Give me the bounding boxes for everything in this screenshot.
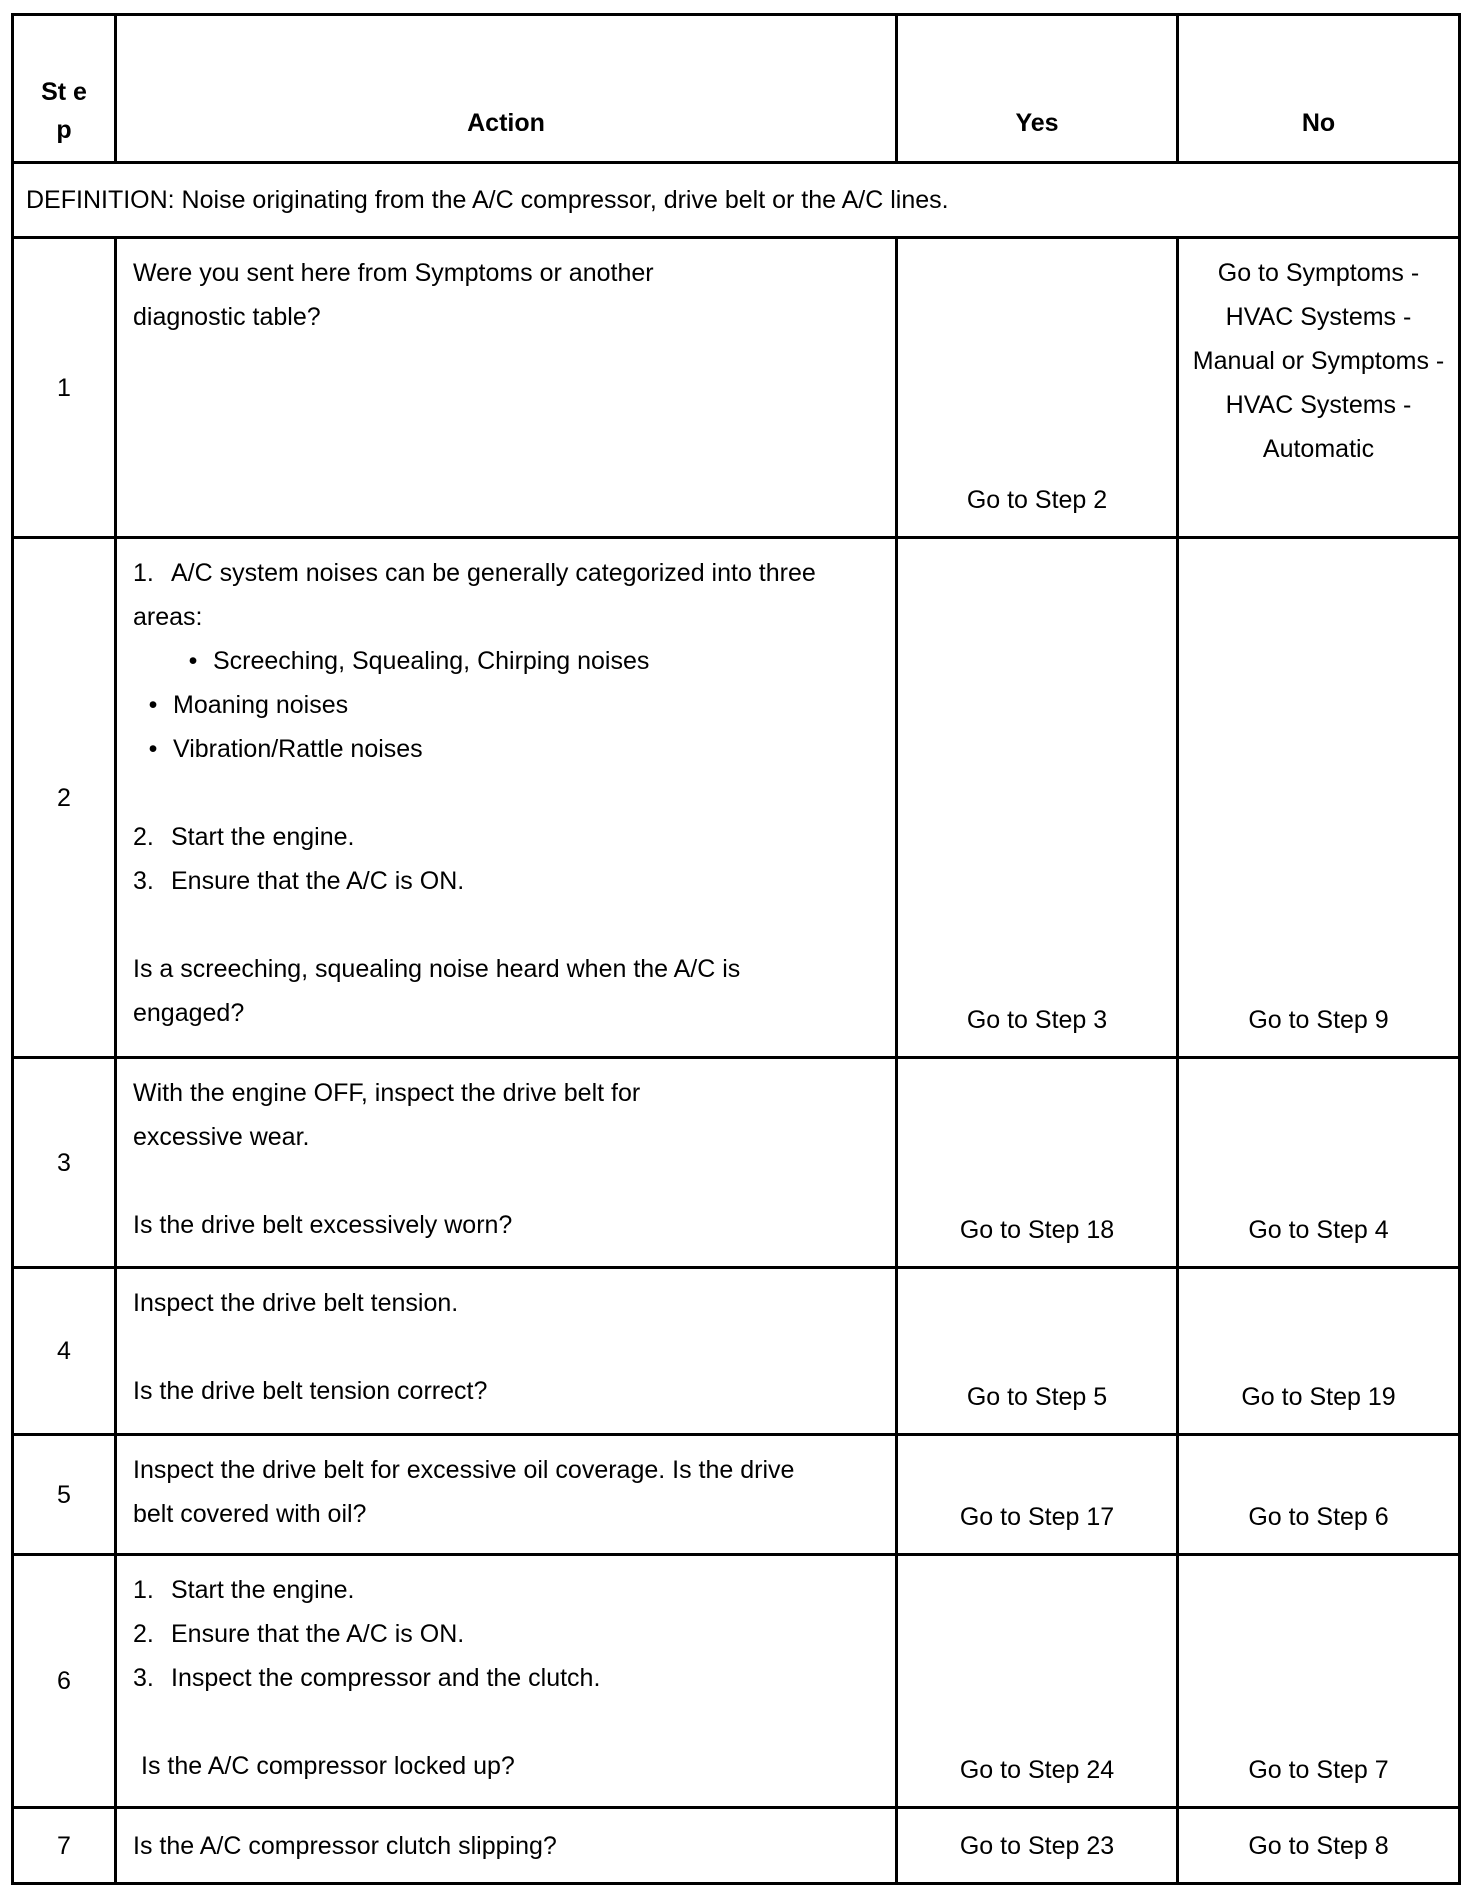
question-text: Is the A/C compressor locked up? (141, 1752, 515, 1780)
action-text: Inspect the drive belt tension. (133, 1289, 459, 1317)
item-text: Inspect the compressor and the clutch. (171, 1664, 601, 1692)
yes-cell: Go to Step 18 (897, 1058, 1178, 1268)
table-row (13, 1058, 1460, 1268)
no-cell: Go to Step 9 (1178, 538, 1460, 1058)
step-number: 2 (13, 538, 116, 1058)
numbered-item (133, 815, 879, 859)
step-number: 1 (13, 238, 116, 538)
yes-cell: Go to Step 17 (897, 1435, 1178, 1555)
bullet-item (133, 683, 879, 727)
no-cell: Go to Step 6 (1178, 1435, 1460, 1555)
item-number: 1. (133, 559, 154, 587)
item-number: 3. (133, 867, 154, 895)
diagnostic-table (11, 13, 1461, 1885)
definition-text: DEFINITION: Noise originating from the A/C compressor, drive belt or the A/C lines. (13, 163, 1460, 238)
no-header: No (1178, 15, 1460, 163)
question-text: Is the drive belt tension correct? (133, 1377, 488, 1405)
numbered-item (133, 1612, 879, 1656)
bullet-text: Screeching, Squealing, Chirping noises (213, 647, 650, 675)
yes-cell: Go to Step 24 (897, 1555, 1178, 1808)
item-text: Ensure that the A/C is ON. (171, 1620, 465, 1648)
step-number: 7 (13, 1808, 116, 1884)
step-number: 5 (13, 1435, 116, 1555)
question-text: Is the drive belt excessively worn? (133, 1211, 513, 1239)
yes-cell: Go to Step 5 (897, 1268, 1178, 1435)
action-text: Were you sent here from Symptoms or another diagnostic table? (133, 259, 661, 331)
no-cell: Go to Step 7 (1178, 1555, 1460, 1808)
definition-row (13, 163, 1460, 238)
bullet-item (133, 727, 879, 771)
action-header: Action (116, 15, 897, 163)
table-row (13, 538, 1460, 1058)
table-row (13, 1555, 1460, 1808)
table-row (13, 238, 1460, 538)
item-number: 2. (133, 1620, 154, 1648)
header-row (13, 15, 1460, 163)
question-text: Is a screeching, squealing noise heard when the A/C is engaged? (133, 955, 748, 1027)
item-text: Start the engine. (171, 823, 355, 851)
bullet-text: Vibration/Rattle noises (173, 735, 423, 763)
action-text: Inspect the drive belt for excessive oil coverage. Is the drive belt covered with oil? (133, 1456, 802, 1528)
bullet-icon: • (148, 735, 158, 763)
item-number: 2. (133, 823, 154, 851)
table-row (13, 1808, 1460, 1884)
numbered-item (133, 551, 879, 639)
action-text: With the engine OFF, inspect the drive belt for excessive wear. (133, 1079, 648, 1151)
bullet-icon: • (188, 647, 198, 675)
step-number: 6 (13, 1555, 116, 1808)
action-cell (116, 538, 897, 1058)
item-text: A/C system noises can be generally categorized into three areas: (133, 559, 823, 631)
numbered-item (133, 1568, 879, 1612)
step-number: 3 (13, 1058, 116, 1268)
no-cell: Go to Step 19 (1178, 1268, 1460, 1435)
no-cell: Go to Symptoms - HVAC Systems - Manual or Symptoms - HVAC Systems - Automatic (1178, 238, 1460, 538)
no-cell: Go to Step 4 (1178, 1058, 1460, 1268)
item-text: Ensure that the A/C is ON. (171, 867, 465, 895)
bullet-item (133, 639, 879, 683)
item-number: 1. (133, 1576, 154, 1604)
numbered-item (133, 859, 879, 903)
action-cell (116, 1555, 897, 1808)
action-cell (116, 1058, 897, 1268)
no-cell: Go to Step 8 (1178, 1808, 1460, 1884)
table-row (13, 1268, 1460, 1435)
item-number: 3. (133, 1664, 154, 1692)
table-row (13, 1435, 1460, 1555)
item-text: Start the engine. (171, 1576, 355, 1604)
yes-header: Yes (897, 15, 1178, 163)
action-cell (116, 1268, 897, 1435)
numbered-item (133, 1656, 879, 1700)
bullet-text: Moaning noises (173, 691, 349, 719)
action-cell (116, 238, 897, 538)
action-cell (116, 1808, 897, 1884)
yes-cell: Go to Step 2 (897, 238, 1178, 538)
action-cell (116, 1435, 897, 1555)
step-header: St ep (13, 15, 116, 163)
action-text: Is the A/C compressor clutch slipping? (133, 1831, 557, 1860)
step-number: 4 (13, 1268, 116, 1435)
yes-cell: Go to Step 23 (897, 1808, 1178, 1884)
bullet-icon: • (148, 691, 158, 719)
yes-cell: Go to Step 3 (897, 538, 1178, 1058)
